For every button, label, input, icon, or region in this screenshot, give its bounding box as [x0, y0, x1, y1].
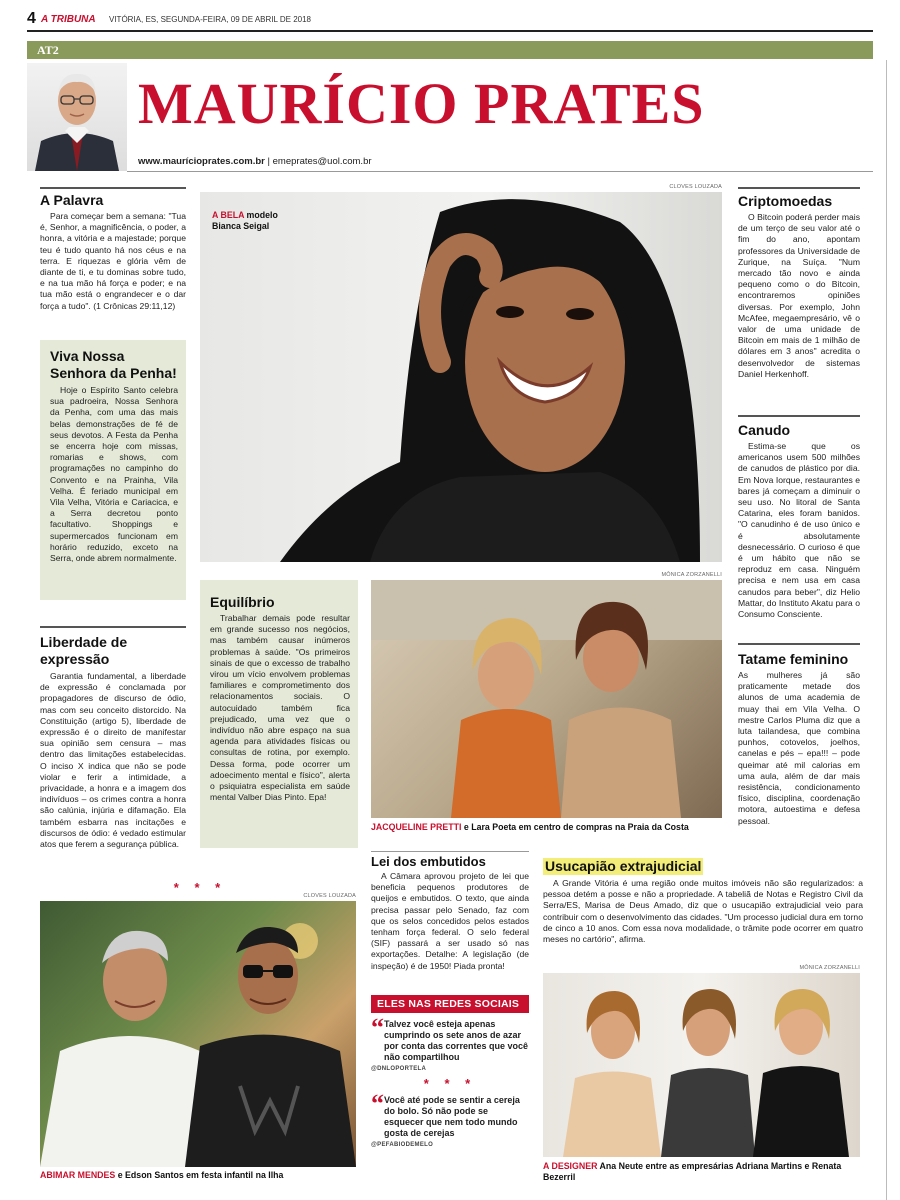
- canudo-title: Canudo: [738, 422, 791, 438]
- redes-handle-1[interactable]: @DNLOPORTELA: [371, 1066, 427, 1072]
- liberdade-body: Garantia fundamental, a liberdade de expressão é conclamada por propagadores de discurso de ódio, mas com seu conceito distorcido. Na Constituição (artigo 5), liberdade de expressão é o direito de manifestar sua opinião sem censura – mas dentro das limitações estabelecidas. O inciso X indica que não se pode violar e ferir a intimidade, a privacidade, a honra e a imagem dos indivíduos – os crimes contra a honra são calúnia, injúria e difamação. Ela também esbarra nas incitações e discursos de ódio: é vedado estimular atos que ferem a segurança pública.: [40, 671, 186, 850]
- cripto-title: Criptomoedas: [738, 193, 833, 209]
- jacqueline-photo-icon: [371, 580, 722, 818]
- a-palavra-title: A Palavra: [40, 192, 104, 208]
- liberdade-title: Liberdade de expressão: [40, 634, 128, 667]
- liberdade-section: [40, 626, 186, 850]
- columnist-portrait-icon: [27, 63, 127, 171]
- website-link[interactable]: www.maurícioprates.com.br: [138, 156, 265, 167]
- designer-caption: [543, 1161, 863, 1183]
- column-title: MAURÍCIO PRATES: [138, 71, 705, 136]
- section-tag: AT2: [37, 43, 59, 57]
- equilibrio-box: [200, 580, 358, 848]
- jacqueline-photo-credit: MÔNICA ZORZANELLI: [661, 572, 722, 578]
- header-rule: [27, 30, 873, 32]
- abimar-caption: [40, 1170, 360, 1181]
- abimar-caption-rest: e Edson Santos em festa infantil na Ilha: [117, 1170, 284, 1180]
- redes-handle-2[interactable]: @PEFABIODEMELO: [371, 1142, 434, 1148]
- section-bar: [27, 41, 873, 59]
- embutidos-body: A Câmara aprovou projeto de lei que beneficia pequenos produtores de queijos e embutidos. O texto, que ainda precisa passar pelo Senado, faz com que os selos concedidos pelos estados tenham força federal. O selo federal (SIF) passará a ser usado só nas exportações. Detalhe: A legislação (de inspeção) é de 1950! Piada pronta!: [371, 871, 529, 971]
- usucapiao-body: A Grande Vitória é uma região onde muitos imóveis não são regularizados: a pessoa detém a posse e não a propriedade. A tabeliã de Notas e Registro Civil da Serra/ES, Marisa de Deus Amado, diz que o usucapião extrajudicial veio para contribuir com o desenvolvimento das cidades. "Um processo judicial dura em torno de cinco a 10 anos. Com essa nova modalidade, o trâmite pode ocorrer em quatro meses no cartório", afirma.: [543, 878, 863, 945]
- page-number: 4: [27, 10, 36, 27]
- page-edge-rule: [886, 60, 887, 1200]
- cripto-section: [738, 187, 860, 380]
- a-palavra-section: [40, 187, 186, 312]
- quote-open-icon-2: “: [371, 1089, 384, 1118]
- usucapiao-title: Usucapião extrajudicial: [545, 858, 702, 874]
- redes-section: [371, 995, 529, 1148]
- dateline: VITÓRIA, ES, SEGUNDA-FEIRA, 09 DE ABRIL DE 2018: [109, 15, 311, 24]
- tatame-title: Tatame feminino: [738, 651, 849, 667]
- designer-caption-rest: Ana Neute entre as empresárias Adriana Martins e Renata Bezerril: [543, 1161, 842, 1182]
- stars-separator-redes: * * *: [423, 1076, 477, 1091]
- redes-quote-1: Talvez você esteja apenas cumprindo os sete anos de azar por conta das correntes que você não compartilhou: [384, 1019, 529, 1062]
- quote-open-icon: “: [371, 1013, 384, 1042]
- jacqueline-photo: [371, 580, 722, 818]
- abimar-caption-highlight: ABIMAR MENDES: [40, 1170, 116, 1180]
- main-photo-credit: CLOVES LOUZADA: [669, 184, 722, 190]
- designer-caption-highlight: A DESIGNER: [543, 1161, 598, 1171]
- email-link[interactable]: | emeprates@uol.com.br: [267, 156, 372, 167]
- abimar-photo: [40, 901, 356, 1167]
- penha-title: Viva Nossa Senhora da Penha!: [50, 348, 177, 381]
- page-header: [27, 8, 873, 30]
- equilibrio-title: Equilíbrio: [210, 594, 275, 610]
- columnist-photo: [27, 63, 127, 171]
- embutidos-section: [371, 851, 529, 972]
- model-portrait-icon: [200, 192, 722, 562]
- main-caption-rest: modelo Bianca Seigal: [212, 210, 278, 231]
- a-palavra-body: Para começar bem a semana: "Tua é, Senhor, a magnificência, o poder, a honra, a vitória e a majestade; porque teu é tudo quanto há nos céus e na terra. E riquezas e glória vêm de diante de ti, e tu dominas sobre tudo, e na tua mão há força e poder; e na tua mão está o engrandecer e o dar força a tudo". (1 Crônicas 29:11,12): [40, 211, 186, 311]
- cripto-body: O Bitcoin poderá perder mais de um terço de seu valor até o fim do ano, apontam professores da Universidade de Zurique, na Suíça. "Num mercado tão novo e ainda pequeno como o do Bitcoin, encontraremos opiniões diversas. Por exemplo, John McAfee, megaempresário, vê o valor de uma unidade de Bitcoin em mais de 1 milhão de dólares em 3 anos" acredita o desenvolvedor de sistemas Daniel Herkenhoff.: [738, 212, 860, 379]
- redes-quote-2: Você até pode se sentir a cereja do bolo. Só não pode se esquecer que nem todo mundo gosta de cerejas: [384, 1095, 520, 1138]
- main-photo-caption: [212, 210, 302, 232]
- embutidos-title: Lei dos embutidos: [371, 854, 486, 869]
- main-caption-highlight: A BELA: [212, 210, 245, 220]
- redes-title: ELES NAS REDES SOCIAIS: [371, 995, 529, 1013]
- jacqueline-caption: [371, 822, 722, 833]
- tatame-body: As mulheres já são praticamente metade dos alunos de uma academia de muay thai em Vila Velha. O mestre Carlos Pluma diz que a luta tailandesa, que combina punhos, cotovelos, joelhos, canelas e pés – epa!!! – pode queimar até mil calorias em uma aula, além de dar mais resistência, condicionamento físico, disciplina, coordenação motora, autoestima e defesa pessoal.: [738, 670, 860, 826]
- designer-photo: [543, 973, 860, 1157]
- title-underline: [127, 171, 873, 172]
- designer-photo-icon: [543, 973, 860, 1157]
- abimar-photo-icon: [40, 901, 356, 1167]
- usucapiao-section: [543, 858, 863, 945]
- abimar-photo-credit: CLOVES LOUZADA: [303, 893, 356, 899]
- main-photo: [200, 192, 722, 562]
- tatame-section: [738, 643, 860, 827]
- canudo-section: [738, 415, 860, 620]
- contact-line: [138, 156, 372, 167]
- equilibrio-body: Trabalhar demais pode resultar em grande sucesso nos negócios, mas também causar inúmeros problemas à saúde. "Os primeiros sinais de que o excesso de trabalho virou um vício envolvem problemas familiares e comprometimento dos relacionamentos sociais. O autocuidado também fica prejudicado, uma vez que o indivíduo não abre espaço na sua agenda para atividades físicas ou consultas de rotina, por exemplo. Dessa forma, pode ocorrer um adoecimento mental e físico", alerta o psiquiatra especialista em saúde mental Valber Dias Pinto. Epa!: [210, 613, 350, 803]
- penha-box: [40, 340, 186, 600]
- publication-name: A TRIBUNA: [41, 14, 96, 25]
- stars-separator-left: * * *: [173, 880, 227, 895]
- canudo-body: Estima-se que os americanos usem 500 milhões de canudos de plástico por dia. Em Nova Iorque, restaurantes e bares já começam a diminuir o seu uso. No litoral de Santa Catarina, eles foram banidos. "O canudinho é de uso único e é absolutamente desnecessário. O curioso é que é um hábito que não se reproduz em casa. Ninguém precisa e nem usa em casa canudos para beber", diz Helio Mattar, do Instituto Akatu para o Consumo Consciente.: [738, 441, 860, 620]
- jacqueline-caption-rest: e Lara Poeta em centro de compras na Praia da Costa: [463, 822, 689, 832]
- jacqueline-caption-highlight: JACQUELINE PRETTI: [371, 822, 462, 832]
- designer-photo-credit: MÔNICA ZORZANELLI: [799, 965, 860, 971]
- penha-body: Hoje o Espírito Santo celebra sua padroeira, Nossa Senhora da Penha, com uma das mais belas demonstrações de fé de seus devotos. A Festa da Penha se encerra hoje com missas, romarias e shows, com programações no campinho do Convento e na Prainha, Vila Velha. É feriado municipal em Vila Velha, Vitória e Cariacica, e a Serra decretou ponto facultativo. Shoppings e supermercados funcionam em horário reduzido, exceto na Serra, onde abrem normalmente.: [50, 385, 178, 564]
